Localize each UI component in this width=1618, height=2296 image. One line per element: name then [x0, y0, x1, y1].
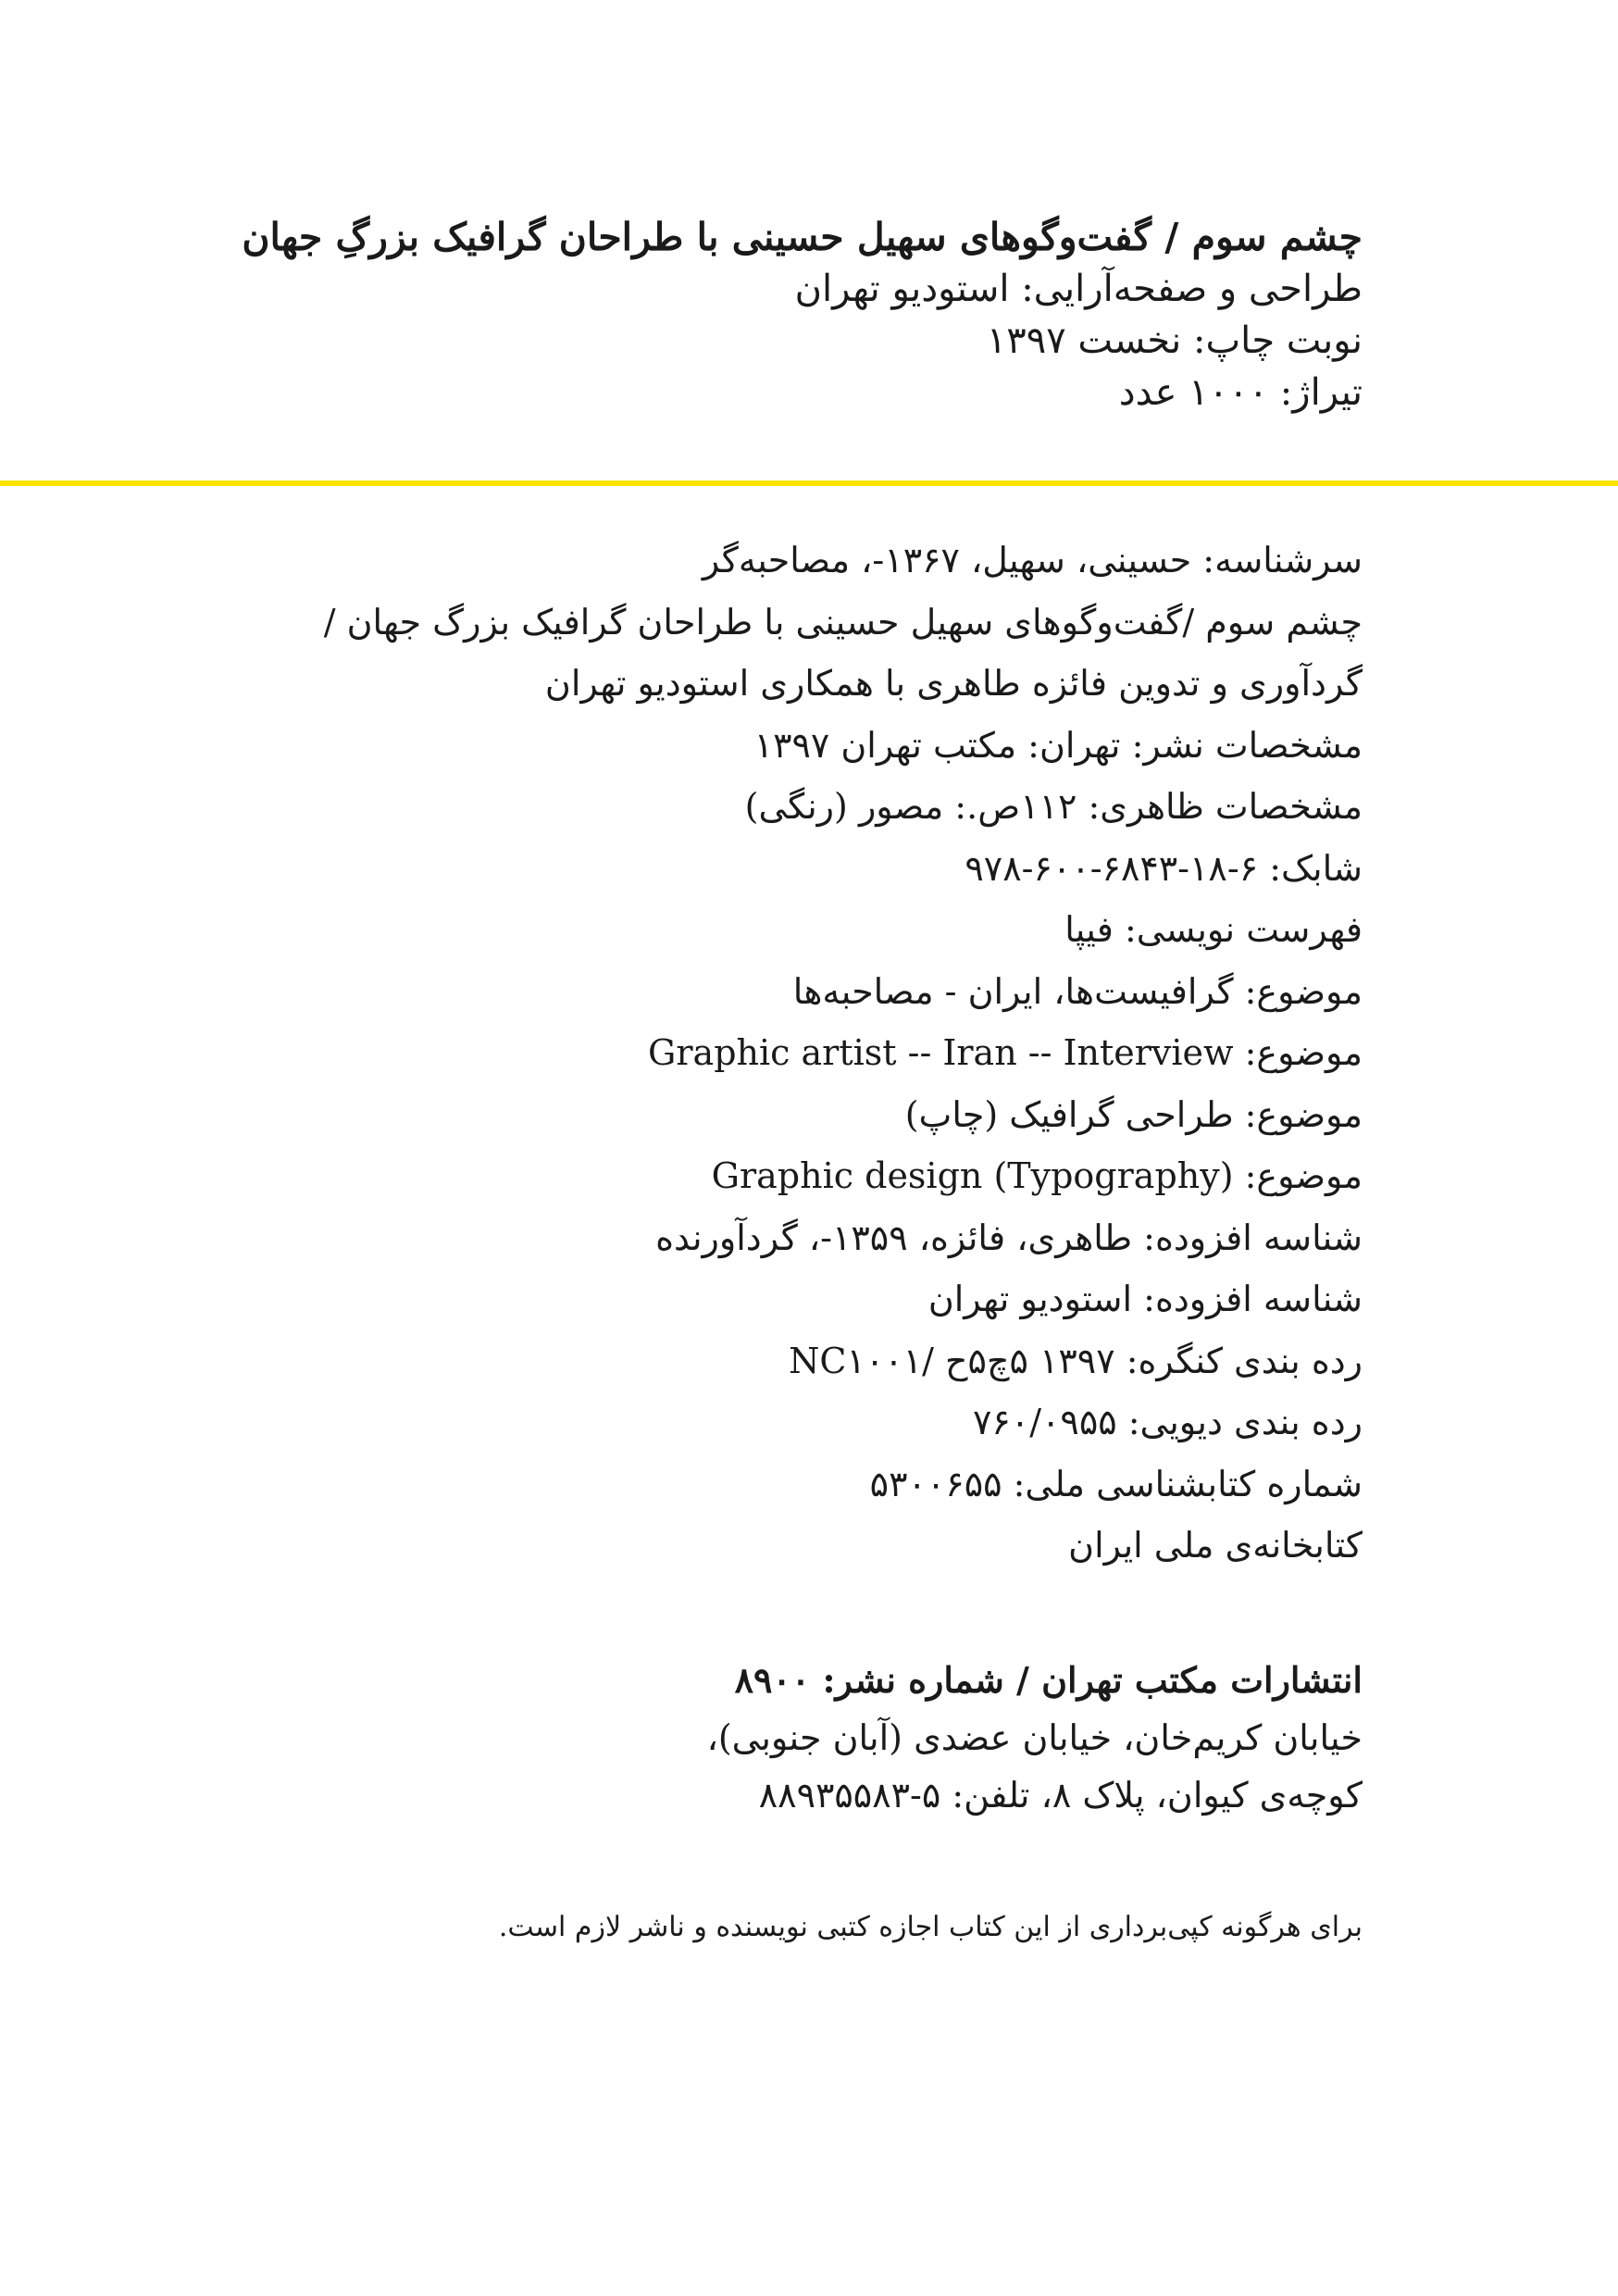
cip-line-dewey: رده بندی دیویی: ۷۶۰/۰۹۵۵ [972, 1402, 1363, 1442]
cataloging-data [324, 530, 1363, 1577]
cip-line-subject-3: موضوع: طراحی گرافیک (چاپ) [904, 1093, 1363, 1135]
cip-line-subject-2: موضوع: Graphic artist -- Iran -- Interview [648, 1032, 1363, 1073]
cip-line-subject-4: موضوع: Graphic design (Typography) [711, 1155, 1363, 1196]
cip-line-cataloging-status: فهرست نویسی: فیپا [1064, 909, 1363, 950]
copyright-notice-text: برای هرگونه کپی‌برداری از این کتاب اجازه کتبی نویسنده و ناشر لازم است. [498, 1911, 1363, 1943]
cip-line-national-bib-number: شماره کتابشناسی ملی: ۵۳۰۰۶۵۵ [869, 1463, 1363, 1504]
cip-line-subject-1: موضوع: گرافیست‌ها، ایران - مصاحبه‌ها [792, 970, 1363, 1012]
yellow-divider [0, 480, 1618, 486]
cip-line-publication: مشخصات نشر: تهران: مکتب تهران ۱۳۹۷ [753, 724, 1363, 766]
print-run: تیراژ: ۱۰۰۰ عدد [1118, 371, 1363, 414]
cip-line-added-entry-2: شناسه افزوده: استودیو تهران [927, 1279, 1363, 1319]
publisher-address-1: خیابان کریم‌خان، خیابان عضدی (آبان جنوبی)، [706, 1717, 1363, 1758]
cip-line-title: چشم سوم /گفت‌وگوهای سهیل حسینی با طراحان گرافیک بزرگ جهان / [323, 601, 1363, 643]
cip-line-library: کتابخانه‌ی ملی ایران [1068, 1525, 1363, 1566]
cip-line-lc-classification: رده بندی کنگره: ۱۳۹۷ ۵چ۵ح /NC۱۰۰۱ [789, 1340, 1363, 1381]
cip-line-added-entry-1: شناسه افزوده: طاهری، فائزه، ۱۳۵۹-، گردآورنده [655, 1217, 1363, 1258]
cip-line-isbn: شابک: ۶-۱۸-۶۸۴۳-۶۰۰-۹۷۸ [965, 847, 1363, 889]
print-edition: نوبت چاپ: نخست ۱۳۹۷ [986, 319, 1363, 362]
book-title: چشم سوم / گفت‌وگوهای سهیل حسینی با طراحان گرافیک بزرگِ جهان [242, 215, 1363, 259]
colophon-header [242, 211, 1363, 418]
cip-line-physical: مشخصات ظاهری: ۱۱۲ص.: مصور (رنگی) [744, 786, 1363, 827]
publisher-address-2: کوچه‌ی کیوان، پلاک ۸، تلفن: ۵-۸۸۹۳۵۵۸۳ [758, 1775, 1363, 1816]
cip-line-compiler: گردآوری و تدوین فائزه طاهری با همکاری استودیو تهران [544, 663, 1363, 704]
design-credit: طراحی و صفحه‌آرایی: استودیو تهران [794, 268, 1363, 310]
publisher-info [707, 1652, 1363, 1824]
copyright-notice [499, 1907, 1363, 1948]
cip-line-author: سرشناسه: حسینی، سهیل، ۱۳۶۷-، مصاحبه‌گر [702, 540, 1363, 580]
publisher-title: انتشارات مکتب تهران / شماره نشر: ۸۹۰۰ [734, 1659, 1363, 1701]
